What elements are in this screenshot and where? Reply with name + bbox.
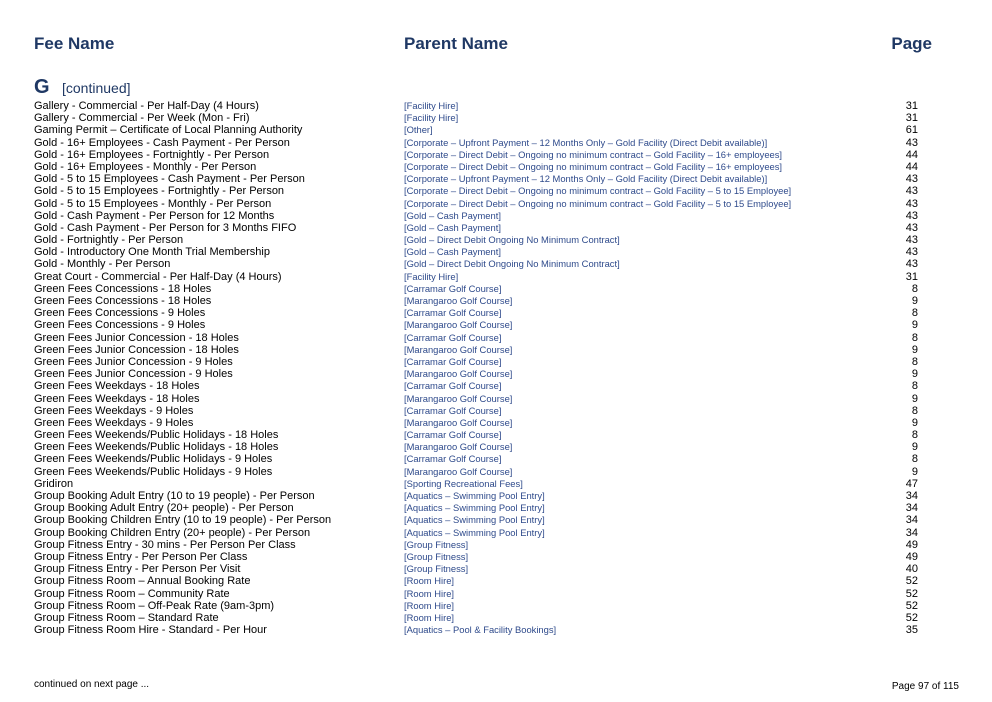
fee-index-row	[0, 161, 992, 173]
fee-name: Green Fees Weekends/Public Holidays - 18 Holes	[34, 441, 279, 454]
fee-index-row	[0, 185, 992, 197]
fee-name: Green Fees Weekends/Public Holidays - 9 Holes	[34, 453, 273, 466]
fee-name: Group Fitness Entry - 30 mins - Per Person Per Class	[34, 538, 296, 551]
parent-name: [Marangaroo Golf Course]	[404, 319, 513, 331]
fee-index-row	[0, 417, 992, 429]
page-reference: 52	[905, 611, 918, 624]
page-reference: 8	[911, 307, 918, 320]
page-reference: 9	[911, 319, 918, 332]
page-reference: 8	[911, 282, 918, 295]
fee-name: Group Booking Adult Entry (10 to 19 people) - Per Person	[34, 490, 315, 502]
page-reference: 9	[911, 465, 918, 478]
page-reference: 8	[911, 380, 918, 393]
page-reference: 9	[911, 416, 918, 429]
page-reference: 8	[911, 355, 918, 368]
fee-index-row	[0, 527, 992, 539]
fee-index-list	[0, 100, 992, 636]
fee-index-row	[0, 234, 992, 246]
parent-name: [Marangaroo Golf Course]	[404, 295, 513, 306]
fee-index-row	[0, 307, 992, 319]
fee-name: Gold - Fortnightly - Per Person	[34, 234, 184, 247]
page-reference: 31	[905, 112, 918, 125]
fee-index-row	[0, 271, 992, 283]
fee-name: Gold - 16+ Employees - Fortnightly - Per Person	[34, 148, 270, 161]
fee-name: Green Fees Junior Concession - 18 Holes	[34, 343, 239, 356]
fee-name: Gold - Cash Payment - Per Person for 3 Months FIFO	[34, 221, 297, 234]
fee-name: Green Fees Concessions - 9 Holes	[34, 319, 206, 332]
parent-name: [Aquatics – Swimming Pool Entry]	[404, 514, 545, 526]
fee-index-row	[0, 356, 992, 368]
fee-index-row	[0, 100, 992, 112]
parent-name: [Carramar Golf Course]	[404, 404, 502, 416]
parent-name: [Facility Hire]	[404, 270, 459, 282]
fee-name: Gold - 16+ Employees - Cash Payment - Per Person	[34, 136, 290, 149]
parent-name: [Corporate – Direct Debit – Ongoing no minimum contract – Gold Facility – 5 to 15 Employee]	[404, 185, 792, 197]
parent-name: [Carramar Golf Course]	[404, 355, 502, 367]
parent-name: [Corporate – Upfront Payment – 12 Months Only – Gold Facility (Direct Debit available)]	[404, 136, 768, 148]
fee-name: Gold - Introductory One Month Trial Membership	[34, 246, 270, 259]
parent-name: [Group Fitness]	[404, 550, 469, 562]
fee-index-row	[0, 246, 992, 258]
page-reference: 9	[911, 295, 918, 307]
parent-name: [Sporting Recreational Fees]	[404, 477, 523, 489]
fee-name: Group Fitness Entry - Per Person Per Class	[34, 550, 248, 563]
page-reference: 52	[905, 575, 918, 588]
page-reference: 49	[905, 538, 918, 551]
fee-name: Group Fitness Entry - Per Person Per Visit	[34, 563, 241, 576]
fee-index-row	[0, 600, 992, 612]
parent-name: [Carramar Golf Course]	[404, 429, 502, 441]
parent-name: [Room Hire]	[404, 587, 455, 599]
fee-index-row	[0, 319, 992, 331]
parent-name: [Gold – Cash Payment]	[404, 209, 501, 221]
page-reference: 43	[905, 246, 918, 259]
fee-index-row	[0, 478, 992, 490]
parent-name: [Corporate – Direct Debit – Ongoing no minimum contract – Gold Facility – 16+ employees]	[404, 148, 783, 160]
page-reference: 31	[905, 270, 918, 283]
parent-name: [Facility Hire]	[404, 112, 459, 124]
parent-name: [Gold – Direct Debit Ongoing No Minimum Contract]	[404, 234, 620, 246]
fee-index-row	[0, 124, 992, 136]
page-reference: 8	[911, 453, 918, 466]
fee-index-row	[0, 612, 992, 624]
fee-name: Green Fees Concessions - 18 Holes	[34, 282, 212, 295]
page-reference: 35	[905, 624, 918, 637]
page-reference: 8	[911, 404, 918, 417]
parent-name: [Gold – Direct Debit Ongoing No Minimum Contract]	[404, 258, 620, 270]
fee-index-row	[0, 624, 992, 636]
fee-index-row	[0, 283, 992, 295]
page-reference: 43	[905, 136, 918, 149]
fee-index-row	[0, 441, 992, 453]
fee-index-row	[0, 502, 992, 514]
parent-name: [Marangaroo Golf Course]	[404, 392, 513, 404]
parent-name: [Carramar Golf Course]	[404, 453, 502, 465]
page-reference: 34	[905, 526, 918, 539]
fee-index-row	[0, 112, 992, 124]
fee-index-row	[0, 344, 992, 356]
fee-name: Group Fitness Room – Standard Rate	[34, 611, 219, 624]
page-reference: 34	[905, 502, 918, 515]
fee-name: Green Fees Junior Concession - 9 Holes	[34, 368, 233, 381]
page-reference: 43	[905, 197, 918, 210]
page-reference: 44	[905, 148, 918, 161]
fee-index-row	[0, 588, 992, 600]
fee-index-row	[0, 429, 992, 441]
fee-name: Green Fees Weekdays - 9 Holes	[34, 416, 194, 429]
parent-name: [Aquatics – Pool & Facility Bookings]	[404, 624, 557, 636]
parent-name: [Facility Hire]	[404, 100, 459, 111]
page-reference: 43	[905, 173, 918, 186]
fee-index-row	[0, 222, 992, 234]
section-letter: G	[34, 76, 50, 98]
parent-name: [Marangaroo Golf Course]	[404, 465, 513, 477]
parent-name: [Corporate – Direct Debit – Ongoing no minimum contract – Gold Facility – 5 to 15 Employee]	[404, 197, 792, 209]
fee-index-row	[0, 368, 992, 380]
fee-name: Green Fees Weekends/Public Holidays - 18 Holes	[34, 429, 279, 442]
fee-name: Group Booking Children Entry (10 to 19 people) - Per Person	[34, 514, 332, 527]
parent-name: [Group Fitness]	[404, 538, 469, 550]
parent-name: [Group Fitness]	[404, 563, 469, 575]
fee-name: Great Court - Commercial - Per Half-Day (4 Hours)	[34, 270, 282, 283]
fee-name: Green Fees Weekdays - 9 Holes	[34, 404, 194, 417]
fee-index-row	[0, 453, 992, 465]
fee-index-row	[0, 551, 992, 563]
fee-index-row	[0, 137, 992, 149]
fee-name: Green Fees Junior Concession - 18 Holes	[34, 331, 239, 344]
fee-name: Gallery - Commercial - Per Week (Mon - Fri)	[34, 112, 250, 125]
page-reference: 8	[911, 331, 918, 344]
fee-index-row	[0, 539, 992, 551]
page-reference: 43	[905, 258, 918, 271]
page-column-header: Page	[891, 34, 932, 53]
page-reference: 61	[905, 124, 918, 137]
parent-name-column-header: Parent Name	[404, 34, 508, 53]
page-reference: 40	[905, 563, 918, 576]
page-reference: 52	[905, 599, 918, 612]
fee-index-row	[0, 295, 992, 307]
parent-name: [Room Hire]	[404, 599, 455, 611]
fee-index-row	[0, 198, 992, 210]
fee-index-row	[0, 173, 992, 185]
page-reference: 8	[911, 429, 918, 442]
page-reference: 44	[905, 160, 918, 173]
page-reference: 34	[905, 490, 918, 502]
fee-index-row	[0, 405, 992, 417]
fee-index-row	[0, 210, 992, 222]
parent-name: [Room Hire]	[404, 575, 455, 587]
fee-name: Group Fitness Room – Annual Booking Rate	[34, 575, 251, 588]
parent-name: [Marangaroo Golf Course]	[404, 441, 513, 453]
fee-name: Gaming Permit – Certificate of Local Planning Authority	[34, 124, 303, 137]
parent-name: [Aquatics – Swimming Pool Entry]	[404, 526, 545, 538]
fee-name: Gold - Cash Payment - Per Person for 12 Months	[34, 209, 275, 222]
fee-index-row	[0, 380, 992, 392]
fee-name: Green Fees Junior Concession - 9 Holes	[34, 355, 233, 368]
parent-name: [Corporate – Upfront Payment – 12 Months Only – Gold Facility (Direct Debit available)]	[404, 173, 768, 185]
fee-name: Green Fees Concessions - 9 Holes	[34, 307, 206, 320]
fee-index-row	[0, 149, 992, 161]
parent-name: [Gold – Cash Payment]	[404, 221, 501, 233]
fee-name: Green Fees Weekdays - 18 Holes	[34, 392, 200, 405]
fee-name: Gallery - Commercial - Per Half-Day (4 Hours)	[34, 100, 259, 112]
page-number: Page 97 of 115	[891, 681, 959, 692]
fee-name: Green Fees Weekdays - 18 Holes	[34, 380, 200, 393]
fee-name: Gold - 16+ Employees - Monthly - Per Person	[34, 160, 257, 173]
page-reference: 9	[911, 368, 918, 381]
fee-index-row	[0, 466, 992, 478]
fee-name: Green Fees Weekends/Public Holidays - 9 Holes	[34, 465, 273, 478]
parent-name: [Room Hire]	[404, 611, 455, 623]
fee-name: Green Fees Concessions - 18 Holes	[34, 295, 212, 307]
fee-index-row	[0, 514, 992, 526]
section-continued-label: [continued]	[62, 80, 131, 96]
fee-index-row	[0, 490, 992, 502]
fee-name: Group Booking Adult Entry (20+ people) - Per Person	[34, 502, 294, 515]
fee-index-row	[0, 393, 992, 405]
fee-name: Gold - 5 to 15 Employees - Monthly - Per Person	[34, 197, 272, 210]
parent-name: [Marangaroo Golf Course]	[404, 416, 513, 428]
parent-name: [Carramar Golf Course]	[404, 380, 502, 392]
fee-index-row	[0, 258, 992, 270]
fee-name: Group Fitness Room – Community Rate	[34, 587, 230, 600]
fee-index-row	[0, 332, 992, 344]
page-reference: 47	[905, 477, 918, 490]
fee-name: Gold - 5 to 15 Employees - Cash Payment - Per Person	[34, 173, 305, 186]
parent-name: [Gold – Cash Payment]	[404, 246, 501, 258]
fee-name: Gridiron	[34, 477, 74, 490]
parent-name: [Carramar Golf Course]	[404, 331, 502, 343]
fee-name: Group Fitness Room – Off-Peak Rate (9am-3pm)	[34, 599, 275, 612]
parent-name: [Aquatics – Swimming Pool Entry]	[404, 502, 545, 514]
page-reference: 49	[905, 550, 918, 563]
parent-name: [Carramar Golf Course]	[404, 307, 502, 319]
fee-index-row	[0, 575, 992, 587]
fee-name: Group Fitness Room Hire - Standard - Per Hour	[34, 624, 267, 637]
parent-name: [Marangaroo Golf Course]	[404, 343, 513, 355]
page-reference: 43	[905, 185, 918, 198]
page-reference: 52	[905, 587, 918, 600]
page-reference: 43	[905, 234, 918, 247]
parent-name: [Carramar Golf Course]	[404, 282, 502, 294]
page-reference: 43	[905, 209, 918, 222]
fee-name: Gold - Monthly - Per Person	[34, 258, 171, 271]
fee-name: Group Booking Children Entry (20+ people) - Per Person	[34, 526, 311, 539]
continued-note: continued on next page ...	[34, 679, 150, 690]
page-reference: 34	[905, 514, 918, 527]
page-reference: 9	[911, 343, 918, 356]
page-reference: 9	[911, 441, 918, 454]
fee-name: Gold - 5 to 15 Employees - Fortnightly - Per Person	[34, 185, 285, 198]
parent-name: [Aquatics – Swimming Pool Entry]	[404, 490, 545, 501]
page-reference: 9	[911, 392, 918, 405]
parent-name: [Marangaroo Golf Course]	[404, 368, 513, 380]
page-reference: 43	[905, 221, 918, 234]
fee-name-column-header: Fee Name	[34, 34, 115, 53]
page-reference: 31	[905, 100, 918, 112]
parent-name: [Corporate – Direct Debit – Ongoing no minimum contract – Gold Facility – 16+ employees]	[404, 160, 783, 172]
parent-name: [Other]	[404, 124, 433, 136]
fee-index-row	[0, 563, 992, 575]
